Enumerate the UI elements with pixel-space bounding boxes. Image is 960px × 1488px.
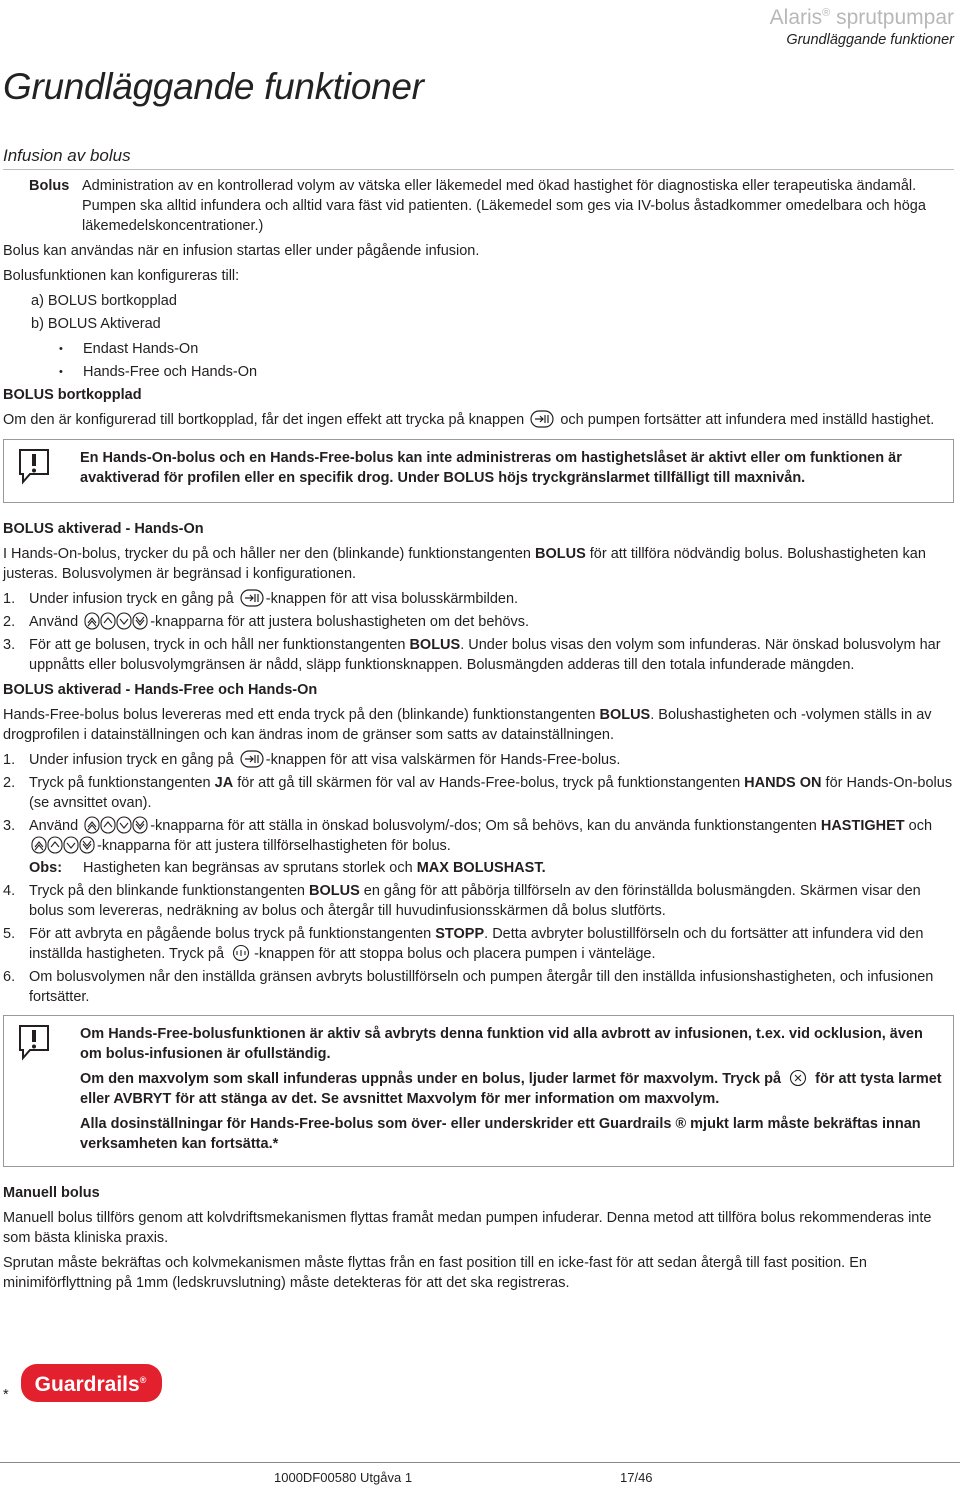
step-item: 2. Tryck på funktionstangenten JA för att gå till skärmen för val av Hands-Free-bolus, tryck på funktionstangenten HANDS ON för Hands-On-bolus (se avnsittet ovan). (3, 775, 953, 811)
guardrails-footnote: * Guardrails® (3, 1364, 162, 1405)
note-text: Om den maxvolym som skall infunderas uppnås under en bolus, ljuder larmet för maxvolym. Tryck på för att tysta larmet eller AVBRYT för att stänga av det. Se avsnittet Maxvolym för mer information om maxvolym. (80, 1071, 942, 1107)
definition-term: Bolus (29, 178, 70, 194)
hold-key-icon (230, 944, 252, 962)
main-content (3, 176, 954, 1298)
bolus-usage-text: Bolus kan användas när en infusion startas eller under pågående infusion. (3, 243, 480, 259)
heading-bolus-disabled: BOLUS bortkopplad (3, 387, 142, 403)
running-header (770, 0, 954, 49)
option-item: a) BOLUS bortkopplad (31, 293, 177, 309)
page-number: 17/46 (620, 1470, 653, 1485)
step-item: 2. Använd -knapparna för att justera bolushastigheten om det behövs. (3, 614, 530, 630)
hands-on-intro: I Hands-On-bolus, trycker du på och håller ner den (blinkande) funktionstangenten BOLUS för att tillföra nödvändig bolus. Bolushastigheten kan justeras. Bolusvolymen är begränsad i konfigurationen. (3, 546, 926, 582)
step-item: 3. Använd -knapparna för att ställa in önskad bolusvolym/-dos; Om så behövs, kan du använda funktionstangenten HASTIGHET och -knapparna för att justera tillförselhastigheten för bolus. Obs: Hastigheten kan begränsas av sprutans storlek och MAX BOLUSHAST. (3, 816, 954, 878)
heading-hands-on: BOLUS aktiverad - Hands-On (3, 521, 204, 537)
note-text: En Hands-On-bolus och en Hands-Free-bolus kan inte administreras om hastighetslåset är aktivt eller om funktionen är avaktiverad för profilen eller en specifik drog. Under BOLUS höjs tryckgränslarmet tillfälligt till maxnivån. (80, 450, 902, 486)
warning-note-2 (3, 1015, 954, 1167)
up-down-arrow-keys-icon (84, 612, 148, 630)
bolus-key-icon (240, 589, 264, 607)
bolus-key-icon (240, 750, 264, 768)
note-text: Om Hands-Free-bolusfunktionen är aktiv så avbryts denna funktion vid alla avbrott av infusionen, t.ex. vid ocklusion, även om bolus-infusionen är ofullständig. (80, 1026, 923, 1062)
bolus-config-text: Bolusfunktionen kan konfigureras till: (3, 268, 240, 284)
step-item: 4. Tryck på den blinkande funktionstangenten BOLUS en gång för att påbörja tillförseln av den förinställda bolusmängden. Skärmen visar den bolus som levereras, nedräkning av bolus och återgår till huvudinfusionsskärmen då bolus slutförts. (3, 883, 921, 919)
warning-icon (17, 1023, 51, 1061)
bolus-disabled-text: Om den är konfigurerad till bortkopplad, får det ingen effekt att trycka på knappen och pumpen fortsätter att infundera med inställd hastighet. (3, 412, 935, 428)
hands-free-steps (3, 750, 954, 1007)
option-item: b) BOLUS Aktiverad (31, 316, 161, 332)
bullet-item: • Endast Hands-On (59, 339, 954, 359)
bolus-definition (3, 176, 954, 236)
document-number: 1000DF00580 Utgåva 1 (274, 1470, 413, 1485)
config-options (31, 291, 954, 334)
obs-note: Obs: Hastigheten kan begränsas av sprutans storlek och MAX BOLUSHAST. (29, 860, 546, 876)
warning-icon (17, 447, 51, 485)
manual-bolus-text: Sprutan måste bekräftas och kolvmekanismen måste flyttas från en fast position till en icke-fast för att sedan återgå till fast position. En minimiförflyttning på 1mm (ledskruvslutning) måste detekteras för att det ska registreras. (3, 1255, 867, 1291)
bullet-item: • Hands-Free och Hands-On (59, 362, 954, 382)
manual-bolus-text: Manuell bolus tillförs genom att kolvdriftsmekanismen flyttas framåt medan pumpen infuderar. Denna metod att tillföra bolus rekommenderas inte som bästa kliniska praxis. (3, 1210, 932, 1246)
hands-free-intro: Hands-Free-bolus bolus levereras med ett enda tryck på den (blinkande) funktionstangenten BOLUS. Bolushastigheten och -volymen ställs in av drogprofilen i datainställningen och kan ändras inom de gränser som satts av datainställningen. (3, 707, 932, 743)
guardrails-logo: Guardrails® (21, 1364, 163, 1402)
step-item: 5. För att avbryta en pågående bolus tryck på funktionstangenten STOPP. Detta avbryter bolustillförseln och du fortsätter att infundera vid den inställda hastigheten. Tryck på -knappen för att stoppa bolus och placera pumpen i vänteläge. (3, 926, 924, 962)
page-title: Grundläggande funktioner (3, 66, 424, 107)
header-section: Grundläggande funktioner (786, 32, 954, 48)
step-item: 6. Om bolusvolymen når den inställda gränsen avbryts bolustillförseln och pumpen återgår till den inställda infusionshastigheten, och infusionen fortsätter. (3, 969, 934, 1005)
step-item: 3. För att ge bolusen, tryck in och håll ner funktionstangenten BOLUS. Under bolus visas den volym som infunderas. När önskad bolusvolym har uppnåtts eller bolusvolymgränsen är nådd, släpp funktionsknappen. Bolusmängden adderas till den totala infunderade mängden. (3, 637, 941, 673)
section-title: Infusion av bolus (3, 145, 954, 170)
activated-suboptions (59, 339, 954, 382)
up-down-arrow-keys-icon (31, 836, 95, 854)
definition-text: Administration av en kontrollerad volym av vätska eller läkemedel med ökad hastighet för diagnostiska eller terapeutiska ändamål. Pumpen ska alltid infundera och alltid vara fäst vid patienten. (Läkemedel som ges via IV-bolus åstadkommer omedelbara och höga läkemedelskoncentrationer.) (82, 178, 926, 234)
brand-title: Alaris® sprutpumpar (769, 6, 954, 29)
silence-key-icon (787, 1069, 809, 1087)
bolus-key-icon (530, 410, 554, 428)
up-down-arrow-keys-icon (84, 816, 148, 834)
step-item: 1. Under infusion tryck en gång på -knappen för att visa bolusskärmbilden. (3, 591, 519, 607)
step-item: 1. Under infusion tryck en gång på -knappen för att visa valskärmen för Hands-Free-bolus. (3, 752, 621, 768)
warning-note-1 (3, 439, 954, 503)
hands-on-steps (3, 589, 954, 675)
heading-manual-bolus: Manuell bolus (3, 1185, 100, 1201)
note-text: Alla dosinställningar för Hands-Free-bolus som över- eller underskrider ett Guardrails ® mjukt larm måste bekräftas innan verksamheten kan fortsätta.* (80, 1116, 921, 1152)
heading-hands-free: BOLUS aktiverad - Hands-Free och Hands-On (3, 682, 318, 698)
page-footer (0, 1462, 960, 1485)
